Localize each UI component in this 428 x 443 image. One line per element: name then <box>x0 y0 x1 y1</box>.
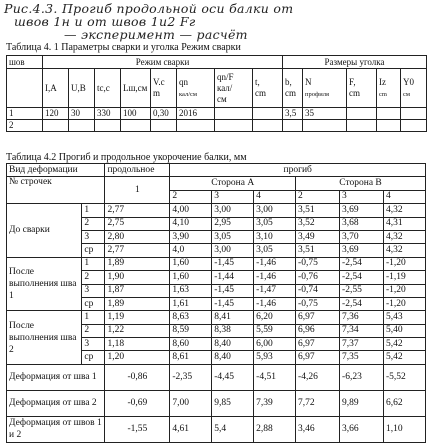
table-cell: -6,23 <box>340 364 384 390</box>
table-cell: 1,60 <box>170 257 212 270</box>
table-cell <box>377 120 401 132</box>
table-cell: 2,80 <box>105 230 170 243</box>
table-cell: 3,00 <box>212 204 254 217</box>
table-cell: -0,75 <box>296 297 340 310</box>
header-line: cm <box>349 88 361 98</box>
table-cell: -1,20 <box>384 284 426 297</box>
table-cell: 3,68 <box>340 217 384 230</box>
header-cell <box>215 69 253 108</box>
table-cell: -5,52 <box>384 364 426 390</box>
header-line: Y0 <box>403 77 415 87</box>
handwritten-line: Рис.4.3. Прогиб продольной оси балки от <box>4 1 294 16</box>
table-cell: 2,88 <box>254 416 296 442</box>
table-cell: -1,20 <box>384 257 426 270</box>
table-cell <box>377 108 401 120</box>
header-cell: Вид деформации <box>7 164 105 177</box>
header-cell: 4 <box>384 190 426 203</box>
table-cell: 3,05 <box>254 217 296 230</box>
header-line: cm <box>285 88 297 98</box>
table-cell: 6,96 <box>296 324 340 337</box>
header-cell: 3 <box>212 190 254 203</box>
table-cell: 3,69 <box>340 204 384 217</box>
table-cell: -4,26 <box>296 364 340 390</box>
table-cell: 330 <box>95 108 121 120</box>
table-cell: 35 <box>303 108 347 120</box>
table-cell: 3,5 <box>283 108 303 120</box>
header-cell <box>253 69 283 108</box>
row-number: 3 <box>82 284 105 297</box>
table-cell: 3,05 <box>212 230 254 243</box>
header-line: профиля <box>305 91 329 98</box>
header-cell: прогиб <box>170 164 426 177</box>
table-cell: 6,97 <box>296 338 340 351</box>
header-cell: 2 <box>296 190 340 203</box>
header-cell: Lш,см <box>121 69 151 108</box>
table-row <box>7 416 426 442</box>
table-cell: 3,52 <box>296 217 340 230</box>
table-cell: 6,97 <box>296 311 340 324</box>
header-cell: продольное <box>105 164 170 177</box>
header-line: b, <box>285 77 292 87</box>
deformation-label: Деформация от шва 1 <box>7 364 105 390</box>
group-label: После выполнения шва 1 <box>7 257 82 311</box>
table-cell: -1,20 <box>384 297 426 310</box>
table-cell: 100 <box>121 108 151 120</box>
table-cell <box>151 120 177 132</box>
table-cell: 8,63 <box>170 311 212 324</box>
table-cell: 1,10 <box>384 416 426 442</box>
table-cell: -2,35 <box>170 364 212 390</box>
table-cell: 3,46 <box>296 416 340 442</box>
table-cell: 4,10 <box>170 217 212 230</box>
table-cell: 1,19 <box>105 311 170 324</box>
table-cell: 3,05 <box>254 244 296 257</box>
group-label: После выполнения шва 2 <box>7 311 82 365</box>
row-number: 2 <box>82 217 105 230</box>
table-cell: -2,54 <box>340 257 384 270</box>
table-cell: -1,46 <box>254 297 296 310</box>
header-cell <box>283 69 303 108</box>
table-cell <box>283 120 303 132</box>
table-cell: 7,00 <box>170 390 212 416</box>
table-cell: -4,45 <box>212 364 254 390</box>
table-cell: 8,41 <box>212 311 254 324</box>
header-line: см <box>217 93 227 104</box>
header-cell <box>401 69 427 108</box>
table-cell: 1,22 <box>105 324 170 337</box>
header-cell <box>347 69 377 108</box>
table-cell: 5,42 <box>384 338 426 351</box>
table-cell: 120 <box>43 108 69 120</box>
table-cell: 30 <box>69 108 95 120</box>
table-cell: 1,60 <box>170 271 212 284</box>
table-cell: 5,4 <box>212 416 254 442</box>
table-cell: 4,31 <box>384 217 426 230</box>
table-cell: 6,00 <box>254 338 296 351</box>
table-cell: 3,00 <box>254 204 296 217</box>
header-line: Iz <box>379 77 387 87</box>
table-cell: 9,89 <box>340 390 384 416</box>
table-cell: 3,51 <box>296 204 340 217</box>
table-cell: -4,51 <box>254 364 296 390</box>
table-cell: 7,39 <box>254 390 296 416</box>
row-number: 3 <box>82 338 105 351</box>
table-cell: -2,54 <box>340 297 384 310</box>
table-cell: 2,77 <box>105 204 170 217</box>
table-cell: 4,32 <box>384 230 426 243</box>
table-cell: -1,55 <box>105 416 170 442</box>
header-cell <box>177 69 215 108</box>
row-number: 1 <box>82 204 105 217</box>
header-line: qn/F <box>217 71 234 82</box>
table-row <box>7 204 426 217</box>
table-cell: 2,75 <box>105 217 170 230</box>
table-cell <box>43 120 69 132</box>
row-number: 1 <box>82 311 105 324</box>
table-cell <box>401 108 427 120</box>
deformation-label: Деформация от шва 2 <box>7 390 105 416</box>
group-label: До сварки <box>7 204 82 258</box>
header-cell: Режим сварки <box>43 56 283 69</box>
table-cell: -2,55 <box>340 284 384 297</box>
table-cell: 3,69 <box>340 244 384 257</box>
table-cell: 1,89 <box>105 257 170 270</box>
table-cell <box>177 120 215 132</box>
handwritten-note <box>4 2 424 41</box>
handwritten-line: — эксперимент — расчёт <box>64 27 248 42</box>
table-cell: -0,76 <box>296 271 340 284</box>
table-cell: 3,10 <box>254 230 296 243</box>
table-cell: 7,34 <box>340 324 384 337</box>
table-cell <box>303 120 347 132</box>
table-cell: 3,90 <box>170 230 212 243</box>
header-cell: 1 <box>105 177 170 204</box>
table-cell: 7,36 <box>340 311 384 324</box>
table-cell: -0,69 <box>105 390 170 416</box>
table-cell: 2,95 <box>212 217 254 230</box>
header-line: кал/ <box>217 82 233 93</box>
table-cell <box>121 120 151 132</box>
table-cell: 5,59 <box>254 324 296 337</box>
header-line: m <box>153 88 161 98</box>
table-cell <box>95 120 121 132</box>
header-cell: 2 <box>170 190 212 203</box>
table-row <box>7 390 426 416</box>
table-cell: -1,47 <box>254 284 296 297</box>
table-cell: 1 <box>7 108 43 120</box>
table-cell <box>253 108 283 120</box>
table-row <box>7 364 426 390</box>
row-number: ср <box>82 351 105 364</box>
table-cell: 4,00 <box>170 204 212 217</box>
table-cell: 1,20 <box>105 351 170 364</box>
table-cell: -1,46 <box>254 271 296 284</box>
table-cell: 3,70 <box>340 230 384 243</box>
table-cell: 8,59 <box>170 324 212 337</box>
header-cell: tc,c <box>95 69 121 108</box>
table-cell: -1,44 <box>212 271 254 284</box>
table-cell: 3,49 <box>296 230 340 243</box>
table-cell: 2 <box>7 120 43 132</box>
table-cell: 4,32 <box>384 204 426 217</box>
row-number: ср <box>82 244 105 257</box>
table-cell: 6,62 <box>384 390 426 416</box>
header-cell: I,A <box>43 69 69 108</box>
header-line: cm <box>379 91 387 98</box>
table-cell <box>401 120 427 132</box>
table-cell: -2,54 <box>340 271 384 284</box>
header-cell: шов <box>7 56 43 69</box>
row-number: 3 <box>82 230 105 243</box>
table-cell <box>215 120 253 132</box>
table-cell: 2016 <box>177 108 215 120</box>
table-cell: 1,89 <box>105 297 170 310</box>
table-row <box>7 311 426 324</box>
header-cell: № строчек <box>7 177 105 204</box>
header-cell: U,B <box>69 69 95 108</box>
header-cell <box>7 69 43 108</box>
table-cell: 7,37 <box>340 338 384 351</box>
header-line: F, <box>349 77 356 87</box>
table-cell: 8,61 <box>170 351 212 364</box>
deformation-label: Деформация от швов 1 и 2 <box>7 416 105 442</box>
header-cell: 4 <box>254 190 296 203</box>
table-cell: 1,61 <box>170 297 212 310</box>
row-number: 2 <box>82 271 105 284</box>
row-number: 1 <box>82 257 105 270</box>
table-cell <box>69 120 95 132</box>
table-cell: -1,46 <box>254 257 296 270</box>
table-cell: 4,61 <box>170 416 212 442</box>
table2-caption: Таблица 4.2 Прогиб и продольное укорочение балки, мм <box>6 152 247 163</box>
table-cell: 8,60 <box>170 338 212 351</box>
table-cell: -1,45 <box>212 257 254 270</box>
header-cell: 3 <box>340 190 384 203</box>
table-cell: 8,40 <box>212 351 254 364</box>
table-cell: 1,90 <box>105 271 170 284</box>
table-cell: 6,20 <box>254 311 296 324</box>
table-cell: 7,35 <box>340 351 384 364</box>
table-cell: -0,86 <box>105 364 170 390</box>
table-cell: 8,38 <box>212 324 254 337</box>
header-cell: Сторона А <box>170 177 296 190</box>
table-cell: 7,72 <box>296 390 340 416</box>
table-cell: 5,43 <box>384 311 426 324</box>
table-cell <box>347 120 377 132</box>
table-cell: -0,75 <box>296 257 340 270</box>
table-cell: 2,77 <box>105 244 170 257</box>
table1-caption: Таблица 4. 1 Параметры сварки и уголка Режим сварки <box>6 42 241 53</box>
welding-parameters-table <box>6 55 427 132</box>
table-cell: 3,66 <box>340 416 384 442</box>
table-cell: 3,51 <box>296 244 340 257</box>
table-cell: 4,32 <box>384 244 426 257</box>
header-line: cm <box>255 88 266 98</box>
table-cell: -0,74 <box>296 284 340 297</box>
table-cell: 4,0 <box>170 244 212 257</box>
table-cell: 5,93 <box>254 351 296 364</box>
table-cell: 0,30 <box>151 108 177 120</box>
header-line: t, <box>255 77 260 87</box>
table-cell: 6,97 <box>296 351 340 364</box>
table-cell: 9,85 <box>212 390 254 416</box>
header-cell <box>151 69 177 108</box>
table-cell <box>347 108 377 120</box>
header-cell <box>303 69 347 108</box>
header-cell: Размеры уголка <box>283 56 427 69</box>
table-cell: 1,87 <box>105 284 170 297</box>
table-cell: 5,40 <box>384 324 426 337</box>
header-line: qn <box>179 77 188 87</box>
table-cell: 3,00 <box>212 244 254 257</box>
header-line: N <box>305 77 312 87</box>
table-cell <box>215 108 253 120</box>
header-cell: Сторона В <box>296 177 426 190</box>
header-line: cм <box>403 91 411 98</box>
table-cell: 1,63 <box>170 284 212 297</box>
header-line: V.c <box>153 77 165 87</box>
table-cell: -1,45 <box>212 284 254 297</box>
table-cell: 8,40 <box>212 338 254 351</box>
row-number: ср <box>82 297 105 310</box>
table-cell: -1,19 <box>384 271 426 284</box>
handwritten-line: швов 1н и от швов 1и2 Fг <box>14 14 196 29</box>
row-number: 2 <box>82 324 105 337</box>
deflection-table <box>6 163 426 443</box>
table-cell: 5,42 <box>384 351 426 364</box>
header-line: кал/см <box>179 91 198 98</box>
table-cell: -1,45 <box>212 297 254 310</box>
table-cell <box>253 120 283 132</box>
header-cell <box>377 69 401 108</box>
table-row <box>7 257 426 270</box>
table-cell: 1,18 <box>105 338 170 351</box>
